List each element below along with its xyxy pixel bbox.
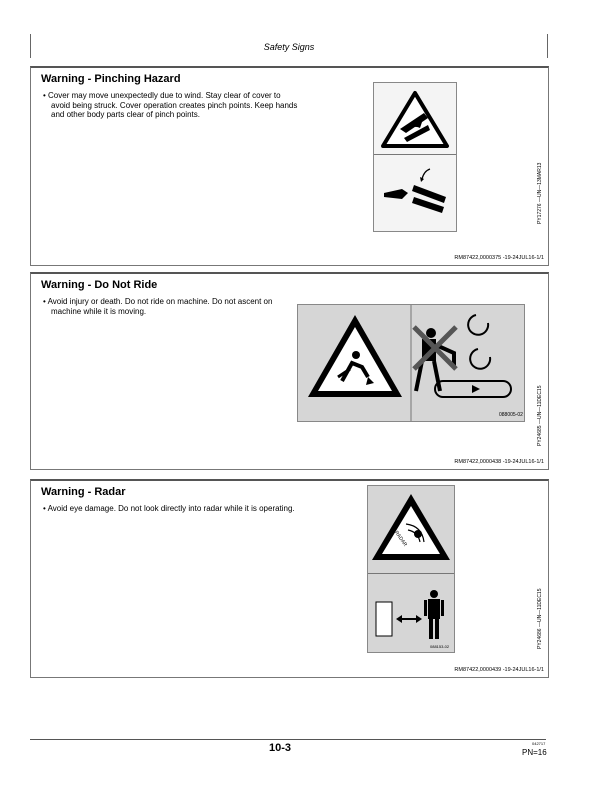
pinching-hazard-sign xyxy=(373,82,457,232)
section-heading: Warning - Do Not Ride xyxy=(41,279,158,291)
page-number: 10-3 xyxy=(268,742,292,754)
footer-pn: PN=16 xyxy=(522,748,547,757)
section-radar xyxy=(30,479,549,678)
section-text: • Avoid injury or death. Do not ride on machine. Do not ascent on machine while it is moving. xyxy=(43,297,273,316)
image-code: PY24686 —UN—11DEC15 xyxy=(537,588,543,649)
sign-word: RADAR xyxy=(393,530,409,548)
radar-sign xyxy=(367,485,455,653)
do-not-ride-sign xyxy=(297,304,525,422)
reference-code: RM87422,0000439 -19-24JUL16-1/1 xyxy=(454,667,544,673)
section-heading: Warning - Radar xyxy=(41,486,126,498)
section-do-not-ride xyxy=(30,272,549,470)
section-text: • Avoid eye damage. Do not look directly into radar while it is operating. xyxy=(43,504,295,513)
sign-code: 088153-02 xyxy=(430,644,450,649)
footer-date-code: 042717 xyxy=(532,741,546,746)
section-pinching-hazard xyxy=(30,66,549,266)
image-code: PY17276 —UN—13MAR13 xyxy=(537,162,543,224)
sign-code: 088005-02 xyxy=(499,412,523,418)
image-code: PY24685 —UN—11DEC15 xyxy=(537,385,543,446)
header-title: Safety Signs xyxy=(263,42,315,52)
section-text: • Cover may move unexpectedly due to wind. Stay clear of cover to avoid being struck. Cover operation creates pinch points. Keep hands and other body parts clear of pinch points. xyxy=(43,91,298,120)
section-heading: Warning - Pinching Hazard xyxy=(41,73,181,85)
reference-code: RM87422,0000375 -19-24JUL16-1/1 xyxy=(454,255,544,261)
footer-rule xyxy=(30,739,546,740)
reference-code: RM87422,0000438 -19-24JUL16-1/1 xyxy=(454,459,544,465)
page-header xyxy=(30,34,548,58)
